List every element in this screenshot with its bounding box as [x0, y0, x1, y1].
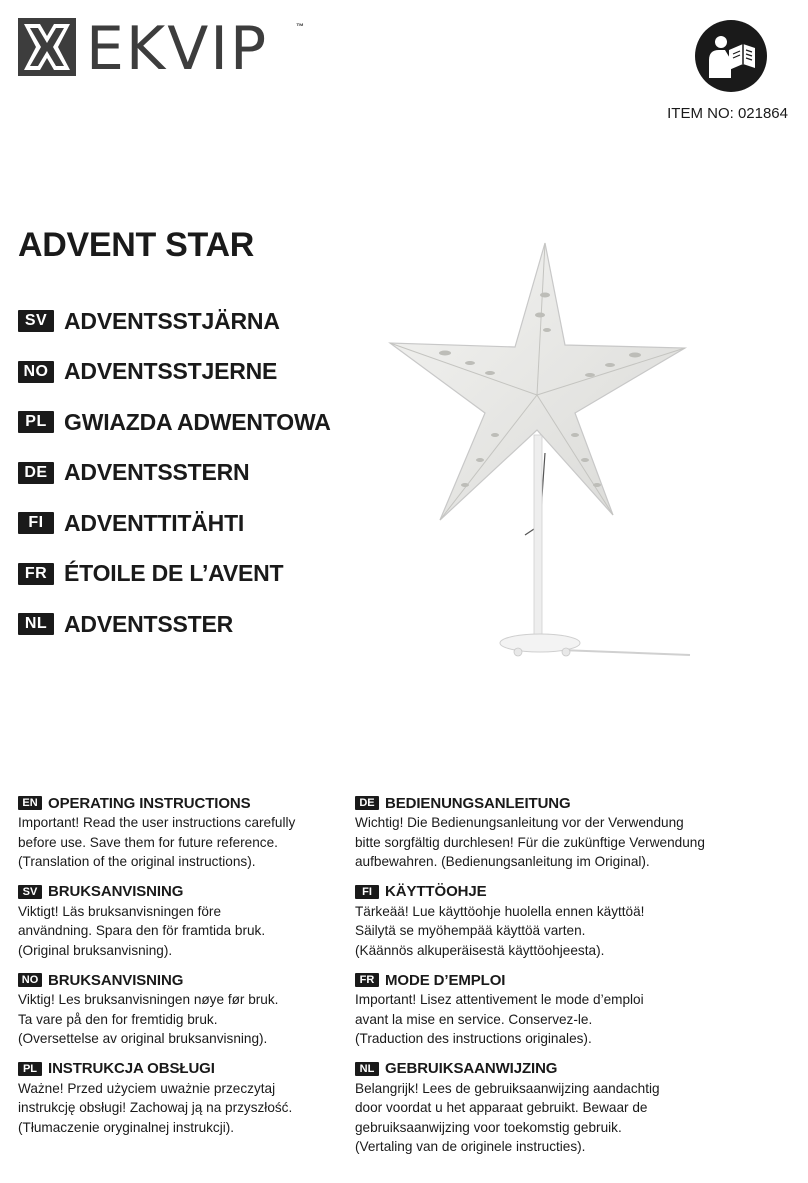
- body-line: (Oversettelse av original bruksanvisning).: [18, 1031, 268, 1046]
- title-row-nl: [18, 599, 331, 650]
- section-body: [355, 813, 795, 872]
- section-title: INSTRUKCJA OBSŁUGI: [48, 1060, 215, 1077]
- title-row-fi: [18, 498, 331, 549]
- lang-badge: FI: [355, 885, 379, 899]
- body-line: (Tłumaczenie oryginalnej instrukcji).: [18, 1119, 235, 1135]
- body-line: (Original bruksanvisning).: [18, 942, 173, 958]
- title-text: ADVENTSSTJERNE: [64, 358, 278, 385]
- section-fi: [355, 882, 795, 961]
- title-row-no: [18, 347, 331, 398]
- translated-titles: [18, 296, 331, 650]
- title-text: GWIAZDA ADWENTOWA: [64, 408, 331, 435]
- product-image: [385, 235, 695, 660]
- body-line: Tärkeää! Lue käyttöohje huolella ennen käyttöä!: [355, 903, 645, 919]
- body-line: (Traduction des instructions originales).: [355, 1031, 592, 1046]
- body-line: Ważne! Przed użyciem uważnie przeczytaj: [18, 1080, 276, 1096]
- body-line: bitte sorgfältig durchlesen! Für die zukünftige Verwendung: [355, 834, 705, 850]
- section-title: MODE D’EMPLOI: [385, 971, 506, 989]
- body-line: instrukcję obsługi! Zachowaj ją na przyszłość.: [18, 1100, 293, 1115]
- body-line: (Translation of the original instructions).: [18, 854, 256, 869]
- section-title: KÄYTTÖOHJE: [385, 883, 487, 900]
- body-line: door voordat u het apparaat gebruikt. Bewaar de: [355, 1100, 648, 1115]
- section-body: [18, 813, 378, 872]
- body-line: användning. Spara den för framtida bruk.: [18, 923, 266, 938]
- lang-badge: PL: [18, 1062, 42, 1076]
- body-line: Viktigt! Läs bruksanvisningen före: [18, 903, 222, 919]
- title-text: ADVENTTITÄHTI: [64, 509, 245, 536]
- lang-badge: EN: [18, 796, 42, 810]
- ekvip-logo-icon: [18, 18, 76, 76]
- body-line: (Käännös alkuperäisestä käyttöohjeesta).: [355, 942, 605, 958]
- section-title: OPERATING INSTRUCTIONS: [48, 794, 251, 812]
- section-title: BEDIENUNGSANLEITUNG: [385, 794, 571, 812]
- section-title: BRUKSANVISNING: [48, 971, 184, 989]
- lang-badge: FR: [18, 563, 54, 585]
- section-body: [355, 902, 795, 961]
- body-line: Ta vare på den for fremtidig bruk.: [18, 1011, 218, 1027]
- body-line: Viktig! Les bruksanvisningen nøye før bruk.: [18, 992, 279, 1007]
- body-line: avant la mise en service. Conservez-le.: [355, 1011, 593, 1027]
- body-line: Important! Read the user instructions carefully: [18, 815, 296, 830]
- trademark: ™: [296, 22, 304, 31]
- section-body: [18, 1079, 378, 1138]
- right-column: [355, 793, 795, 1167]
- section-body: [18, 990, 378, 1049]
- title-row-pl: [18, 397, 331, 448]
- title-row-sv: [18, 296, 331, 347]
- section-sv: [18, 882, 378, 961]
- body-line: Belangrijk! Lees de gebruiksaanwijzing aandachtig: [355, 1080, 660, 1096]
- lang-badge: DE: [355, 796, 379, 810]
- section-title: BRUKSANVISNING: [48, 883, 184, 900]
- section-pl: [18, 1059, 378, 1138]
- lang-badge: SV: [18, 885, 42, 899]
- left-column: [18, 793, 378, 1147]
- body-line: aufbewahren. (Bedienungsanleitung im Original).: [355, 854, 650, 869]
- lang-badge: SV: [18, 310, 54, 332]
- body-line: before use. Save them for future reference.: [18, 834, 278, 850]
- title-row-fr: [18, 549, 331, 600]
- page-title: ADVENT STAR: [18, 226, 254, 264]
- title-text: ADVENTSSTERN: [64, 459, 250, 486]
- title-row-de: [18, 448, 331, 499]
- section-title: GEBRUIKSAANWIJZING: [385, 1060, 558, 1077]
- section-en: [18, 793, 378, 872]
- lang-badge: NO: [18, 361, 54, 383]
- body-line: Important! Lisez attentivement le mode d’emploi: [355, 992, 644, 1007]
- section-body: [18, 902, 378, 961]
- lang-badge: FI: [18, 512, 54, 534]
- brand-name: EKVIP: [86, 14, 269, 84]
- brand-logo: [18, 14, 308, 84]
- section-nl: [355, 1059, 795, 1157]
- title-text: ADVENTSSTJÄRNA: [64, 307, 280, 334]
- body-line: Wichtig! Die Bedienungsanleitung vor der Verwendung: [355, 815, 684, 830]
- body-line: (Vertaling van de originele instructies).: [355, 1139, 586, 1154]
- section-fr: [355, 970, 795, 1049]
- lang-badge: NO: [18, 973, 42, 987]
- body-line: Säilytä se myöhempää käyttöä varten.: [355, 923, 586, 938]
- section-body: [355, 1079, 795, 1157]
- item-number: ITEM NO: 021864: [667, 105, 788, 122]
- section-de: [355, 793, 795, 872]
- read-manual-icon: [695, 20, 767, 92]
- title-text: ÉTOILE DE L’AVENT: [64, 560, 284, 587]
- section-no: [18, 970, 378, 1049]
- lang-badge: NL: [18, 613, 54, 635]
- lang-badge: NL: [355, 1062, 379, 1076]
- lang-badge: FR: [355, 973, 379, 987]
- section-body: [355, 990, 795, 1049]
- body-line: gebruiksaanwijzing voor toekomstig gebruik.: [355, 1119, 622, 1135]
- title-text: ADVENTSSTER: [64, 610, 234, 637]
- lang-badge: DE: [18, 462, 54, 484]
- lang-badge: PL: [18, 411, 54, 433]
